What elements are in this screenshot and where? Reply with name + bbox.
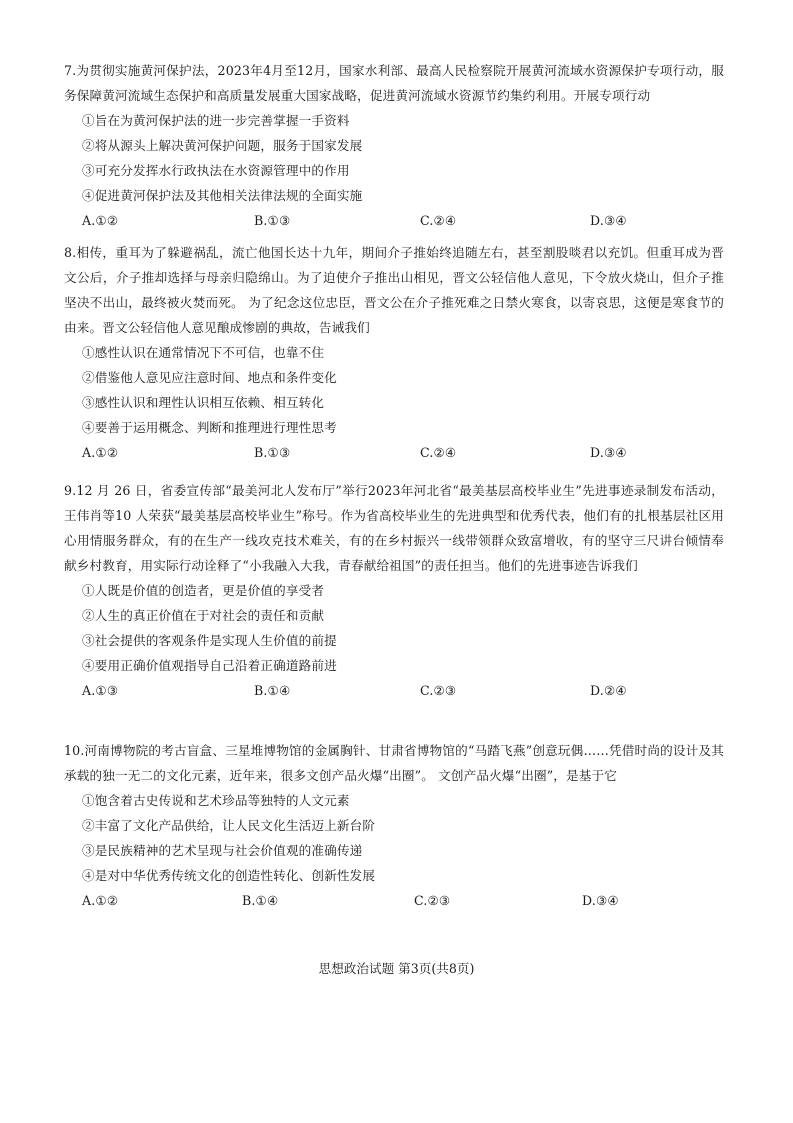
option-2: ②人生的真正价值在于对社会的责任和贡献 [82,608,325,623]
option-1: ①旨在为黄河保护法的进一步完善掌握一手资料 [82,113,350,128]
option-2: ②借鉴他人意见应注意时间、地点和条件变化 [82,370,337,385]
question-9 [64,478,724,704]
choice-d: D.②④ [590,683,627,698]
question-8 [64,240,724,466]
choice-b: B.①③ [254,213,291,228]
choice-c: C.②④ [420,213,457,228]
choice-a: A.①② [82,893,119,908]
choice-b: B.①③ [254,445,291,460]
question-stem: 9.12 月 26 日，省委宣传部“最美河北人发布厅”举行2023年河北省“最美基层高校毕业生”先进事迹录制发布活动，王伟肖等10 人荣获“最美基层高校毕业生”称号。作为省高校毕业生的先进典型和优秀代表，他们有的扎根基层社区用心用情服务群众，有的在生产一线攻克技术难关，有的在乡村振兴一线带领群众致富增收，有的坚守三尺讲台倾情奉献乡村教育，用实际行动诠释了“小我融入大我，青春献给祖国”的责任担当。他们的先进事迹告诉我们 [64,483,724,573]
choice-a: A.①② [82,445,119,460]
option-1: ①人既是价值的创造者，更是价值的享受者 [82,583,325,598]
option-1: ①感性认识在通常情况下不可信，也靠不住 [82,345,325,360]
page-footer: 思想政治试题 第3页(共8页) [318,961,475,976]
option-4: ④促进黄河保护法及其他相关法律法规的全面实施 [82,188,363,203]
answer-choices [64,440,724,466]
choice-a: A.①③ [82,683,119,698]
choice-d: D.③④ [590,213,627,228]
choice-d: D.③④ [582,893,619,908]
choice-b: B.①④ [254,683,291,698]
option-1: ①饱含着古史传说和艺术珍品等独特的人文元素 [82,793,350,808]
question-stem: 7.为贯彻实施黄河保护法，2023年4月至12月，国家水利部、最高人民检察院开展黄河流域水资源保护专项行动，服务保障黄河流域生态保护和高质量发展重大国家战略，促进黄河流域水资源节约集约利用。开展专项行动 [64,63,724,103]
answer-choices [64,208,724,234]
option-3: ③可充分发挥水行政执法在水资源管理中的作用 [82,163,350,178]
choice-a: A.①② [82,213,119,228]
choice-c: C.②③ [414,893,451,908]
option-3: ③是民族精神的艺术呈现与社会价值观的准确传递 [82,843,363,858]
answer-choices [64,888,724,914]
option-2: ②将从源头上解决黄河保护问题，服务于国家发展 [82,138,363,153]
question-7 [64,58,724,234]
choice-c: C.②④ [420,445,457,460]
option-3: ③社会提供的客观条件是实现人生价值的前提 [82,633,337,648]
option-2: ②丰富了文化产品供给，让人民文化生活迈上新台阶 [82,818,376,833]
question-stem: 8.相传，重耳为了躲避祸乱，流亡他国长达十九年，期间介子推始终追随左右，甚至割股啖君以充饥。但重耳成为晋文公后，介子推却选择与母亲归隐绵山。为了迫使介子推出山相见，晋文公轻信他人意见，下令放火烧山，但介子推坚决不出山，最终被火焚而死。 为了纪念这位忠臣，晋文公在介子推死难之日禁火寒食，以寄哀思，这便是寒食节的由来。晋文公轻信他人意见酿成惨剧的典故，告诫我们 [64,245,724,335]
question-10 [64,738,724,914]
option-4: ④是对中华优秀传统文化的创造性转化、创新性发展 [82,868,376,883]
option-4: ④要善于运用概念、判断和推理进行理性思考 [82,420,337,435]
answer-choices [64,678,724,704]
choice-b: B.①④ [242,893,279,908]
choice-c: C.②③ [420,683,457,698]
option-4: ④要用正确价值观指导自己沿着正确道路前进 [82,658,337,673]
option-3: ③感性认识和理性认识相互依赖、相互转化 [82,395,325,410]
question-stem: 10.河南博物院的考古盲盒、三星堆博物馆的金属胸针、甘肃省博物馆的“马踏飞燕”创意玩偶……凭借时尚的设计及其承载的独一无二的文化元素，近年来，很多文创产品火爆“出圈”。 文创产品火爆“出圈”，是基于它 [64,743,724,783]
choice-d: D.③④ [590,445,627,460]
